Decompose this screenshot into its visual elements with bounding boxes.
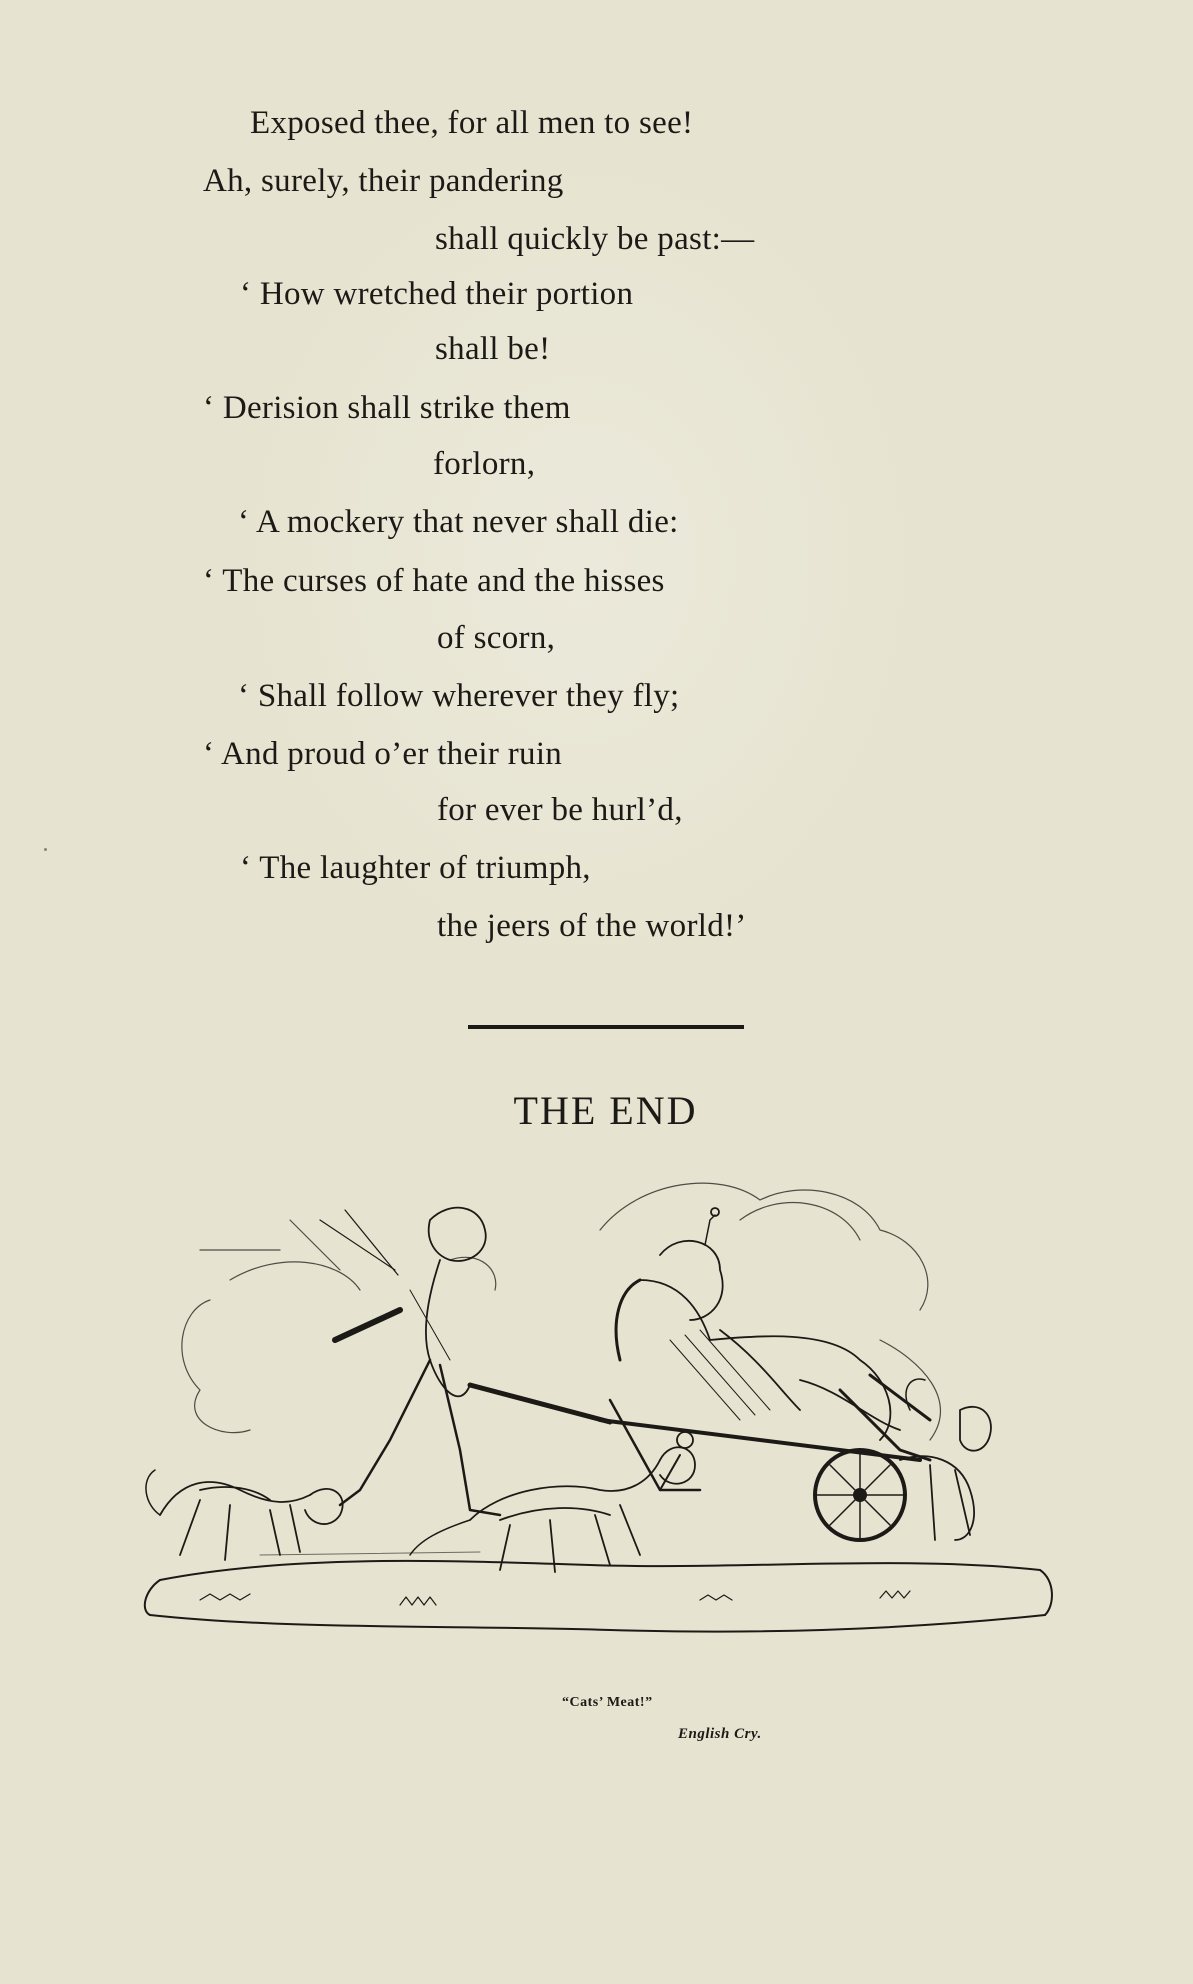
poem-line: ‘ And proud o’er their ruin (203, 736, 563, 772)
section-divider (468, 1025, 744, 1029)
ground-strip (145, 1552, 1052, 1632)
poem-line: ‘ Derision shall strike them (203, 390, 571, 426)
cat-left (146, 1470, 343, 1560)
poem-line: shall quickly be past:— (435, 221, 755, 257)
paper-speck (44, 848, 47, 851)
cloud-sketch (182, 1183, 941, 1440)
poem-line: ‘ Shall follow wherever they fly; (238, 678, 680, 714)
poem-line: Ah, surely, their pandering (203, 163, 564, 199)
poem-line: Exposed thee, for all men to see! (250, 105, 694, 141)
poem-line: ‘ A mockery that never shall die: (238, 504, 679, 540)
reclining-figure (640, 1208, 930, 1460)
illustration-caption: “Cats’ Meat!” (562, 1695, 653, 1710)
poem-line: forlorn, (433, 446, 536, 482)
poem-line: of scorn, (437, 620, 556, 656)
illustration-attribution: English Cry. (678, 1726, 762, 1742)
cat-middle (410, 1432, 695, 1572)
poem-line: ‘ The laughter of triumph, (240, 850, 591, 886)
poem-line: the jeers of the world!’ (437, 908, 747, 944)
poem-line: ‘ The curses of hate and the hisses (203, 563, 665, 599)
the-end-heading: THE END (513, 1088, 698, 1133)
poem-line: ‘ How wretched their portion (240, 276, 634, 312)
poem-line: shall be! (435, 331, 551, 367)
poem-line: for ever be hurl’d, (437, 792, 683, 828)
pushing-figure (320, 1208, 500, 1515)
cats-meat-engraving (140, 1160, 1070, 1660)
